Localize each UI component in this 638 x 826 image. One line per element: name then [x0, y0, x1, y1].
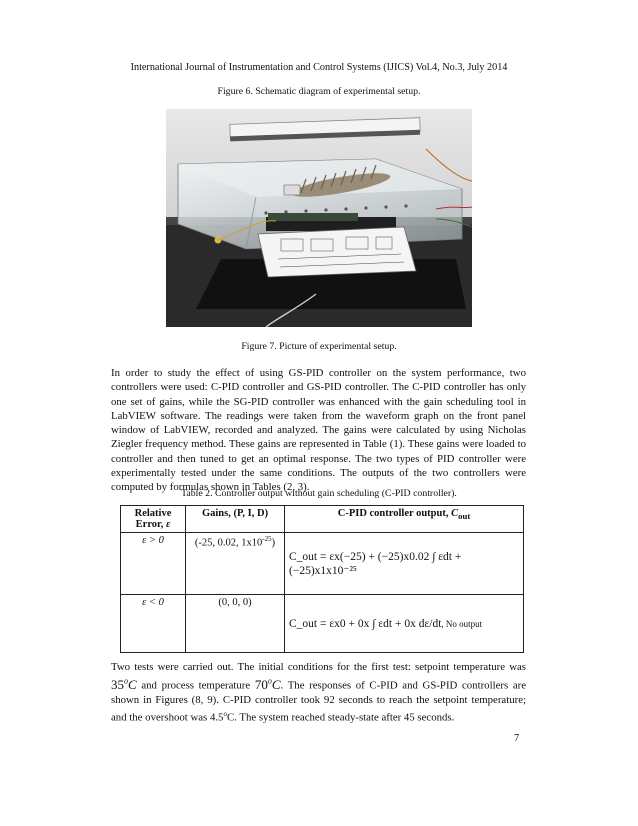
process-degree: o [267, 676, 272, 686]
row1-error-value: ε > 0 [142, 535, 164, 546]
header-error-text: Error, [135, 519, 164, 530]
setpoint-degree: o [124, 676, 128, 686]
overshoot-degree: o [223, 710, 227, 719]
row2-gains: (0, 0, 0) [186, 595, 285, 653]
p2-text-3: . The responses of C-PID and GS-PID controllers are shown in Figures (8, 9). C-PID controller took 92 seconds to reach the setpoint temperature; and the overshoot was 4.5 [111, 679, 527, 724]
p2-text-4: C. The system reached steady-state after 45 seconds. [226, 711, 455, 724]
process-temperature [255, 677, 281, 692]
header-gains: Gains, (P, I, D) [186, 506, 285, 533]
experimental-setup-photo [166, 109, 472, 327]
header-relative-text: Relative [134, 508, 172, 519]
p2-text-2: and process temperature [141, 679, 251, 692]
header-epsilon-symbol: ε [166, 519, 171, 530]
row2-output [285, 595, 524, 653]
header-relative-error [121, 506, 186, 533]
row2-error-value: ε < 0 [142, 597, 164, 608]
row2-output-note: , No output [441, 618, 483, 629]
table-row [121, 595, 524, 653]
table-row [121, 533, 524, 595]
row2-error [121, 595, 186, 653]
setpoint-temperature [111, 677, 137, 692]
setpoint-unit: C [128, 676, 137, 692]
process-unit: C [271, 676, 281, 692]
row1-gains-value: (-25, 0.02, 1x10 [194, 537, 263, 549]
header-c-symbol: C [451, 508, 459, 519]
header-output [285, 506, 524, 533]
p2-text-1: Two tests were carried out. The initial conditions for the first test: setpoint temperature was [111, 661, 526, 673]
row1-gains [186, 533, 285, 595]
row1-gains-exponent: -25 [262, 535, 272, 543]
figure-7-caption: Figure 7. Picture of experimental setup. [241, 341, 397, 352]
row1-gains-close: ) [271, 537, 276, 549]
figure-6-caption: Figure 6. Schematic diagram of experimental setup. [217, 86, 421, 97]
process-value: 70 [254, 676, 268, 692]
setpoint-value: 35 [111, 676, 124, 692]
header-out-subscript: out [458, 511, 471, 522]
body-paragraph-1: In order to study the effect of using GS-PID controller on the system performance, two controllers were used: C-PID controller and GS-PID controller. The C-PID controller has only one set of gains, while the SG-PID controller was enhanced with the gain scheduling tool in LabVIEW software. The readings were taken from the waveform graph on the front panel window of LabVIEW, recorded and analyzed. The gains were calculated by using Nicholas Ziegler frequency method. These gains are represented in Table (1). These gains were loaded to controller and then tuned to get an optimal response. The two types of PID controller were experimentally tested under the same conditions. The outputs of the two controllers were computed by formulas shown in Tables (2, 3). [111, 367, 526, 494]
row1-error [121, 533, 186, 595]
controller-output-table [120, 505, 524, 653]
header-output-text: C-PID controller output, [337, 508, 449, 519]
table-2-caption: Table 2. Controller output without gain scheduling (C-PID controller). [181, 488, 457, 499]
body-paragraph-2 [111, 660, 526, 725]
page-number: 7 [514, 733, 520, 744]
journal-header: International Journal of Instrumentation and Control Systems (IJICS) Vol.4, No.3, July 2014 [130, 62, 508, 73]
row1-output [285, 533, 524, 595]
row2-output-formula: C_out = εx0 + 0x ∫ εdt + 0x dε/dt [289, 617, 442, 630]
table-header-row [121, 506, 524, 533]
row1-output-formula: C_out = εx(−25) + (−25)x0.02 ∫ εdt + (−25)x1x10⁻²⁵ [289, 550, 462, 577]
